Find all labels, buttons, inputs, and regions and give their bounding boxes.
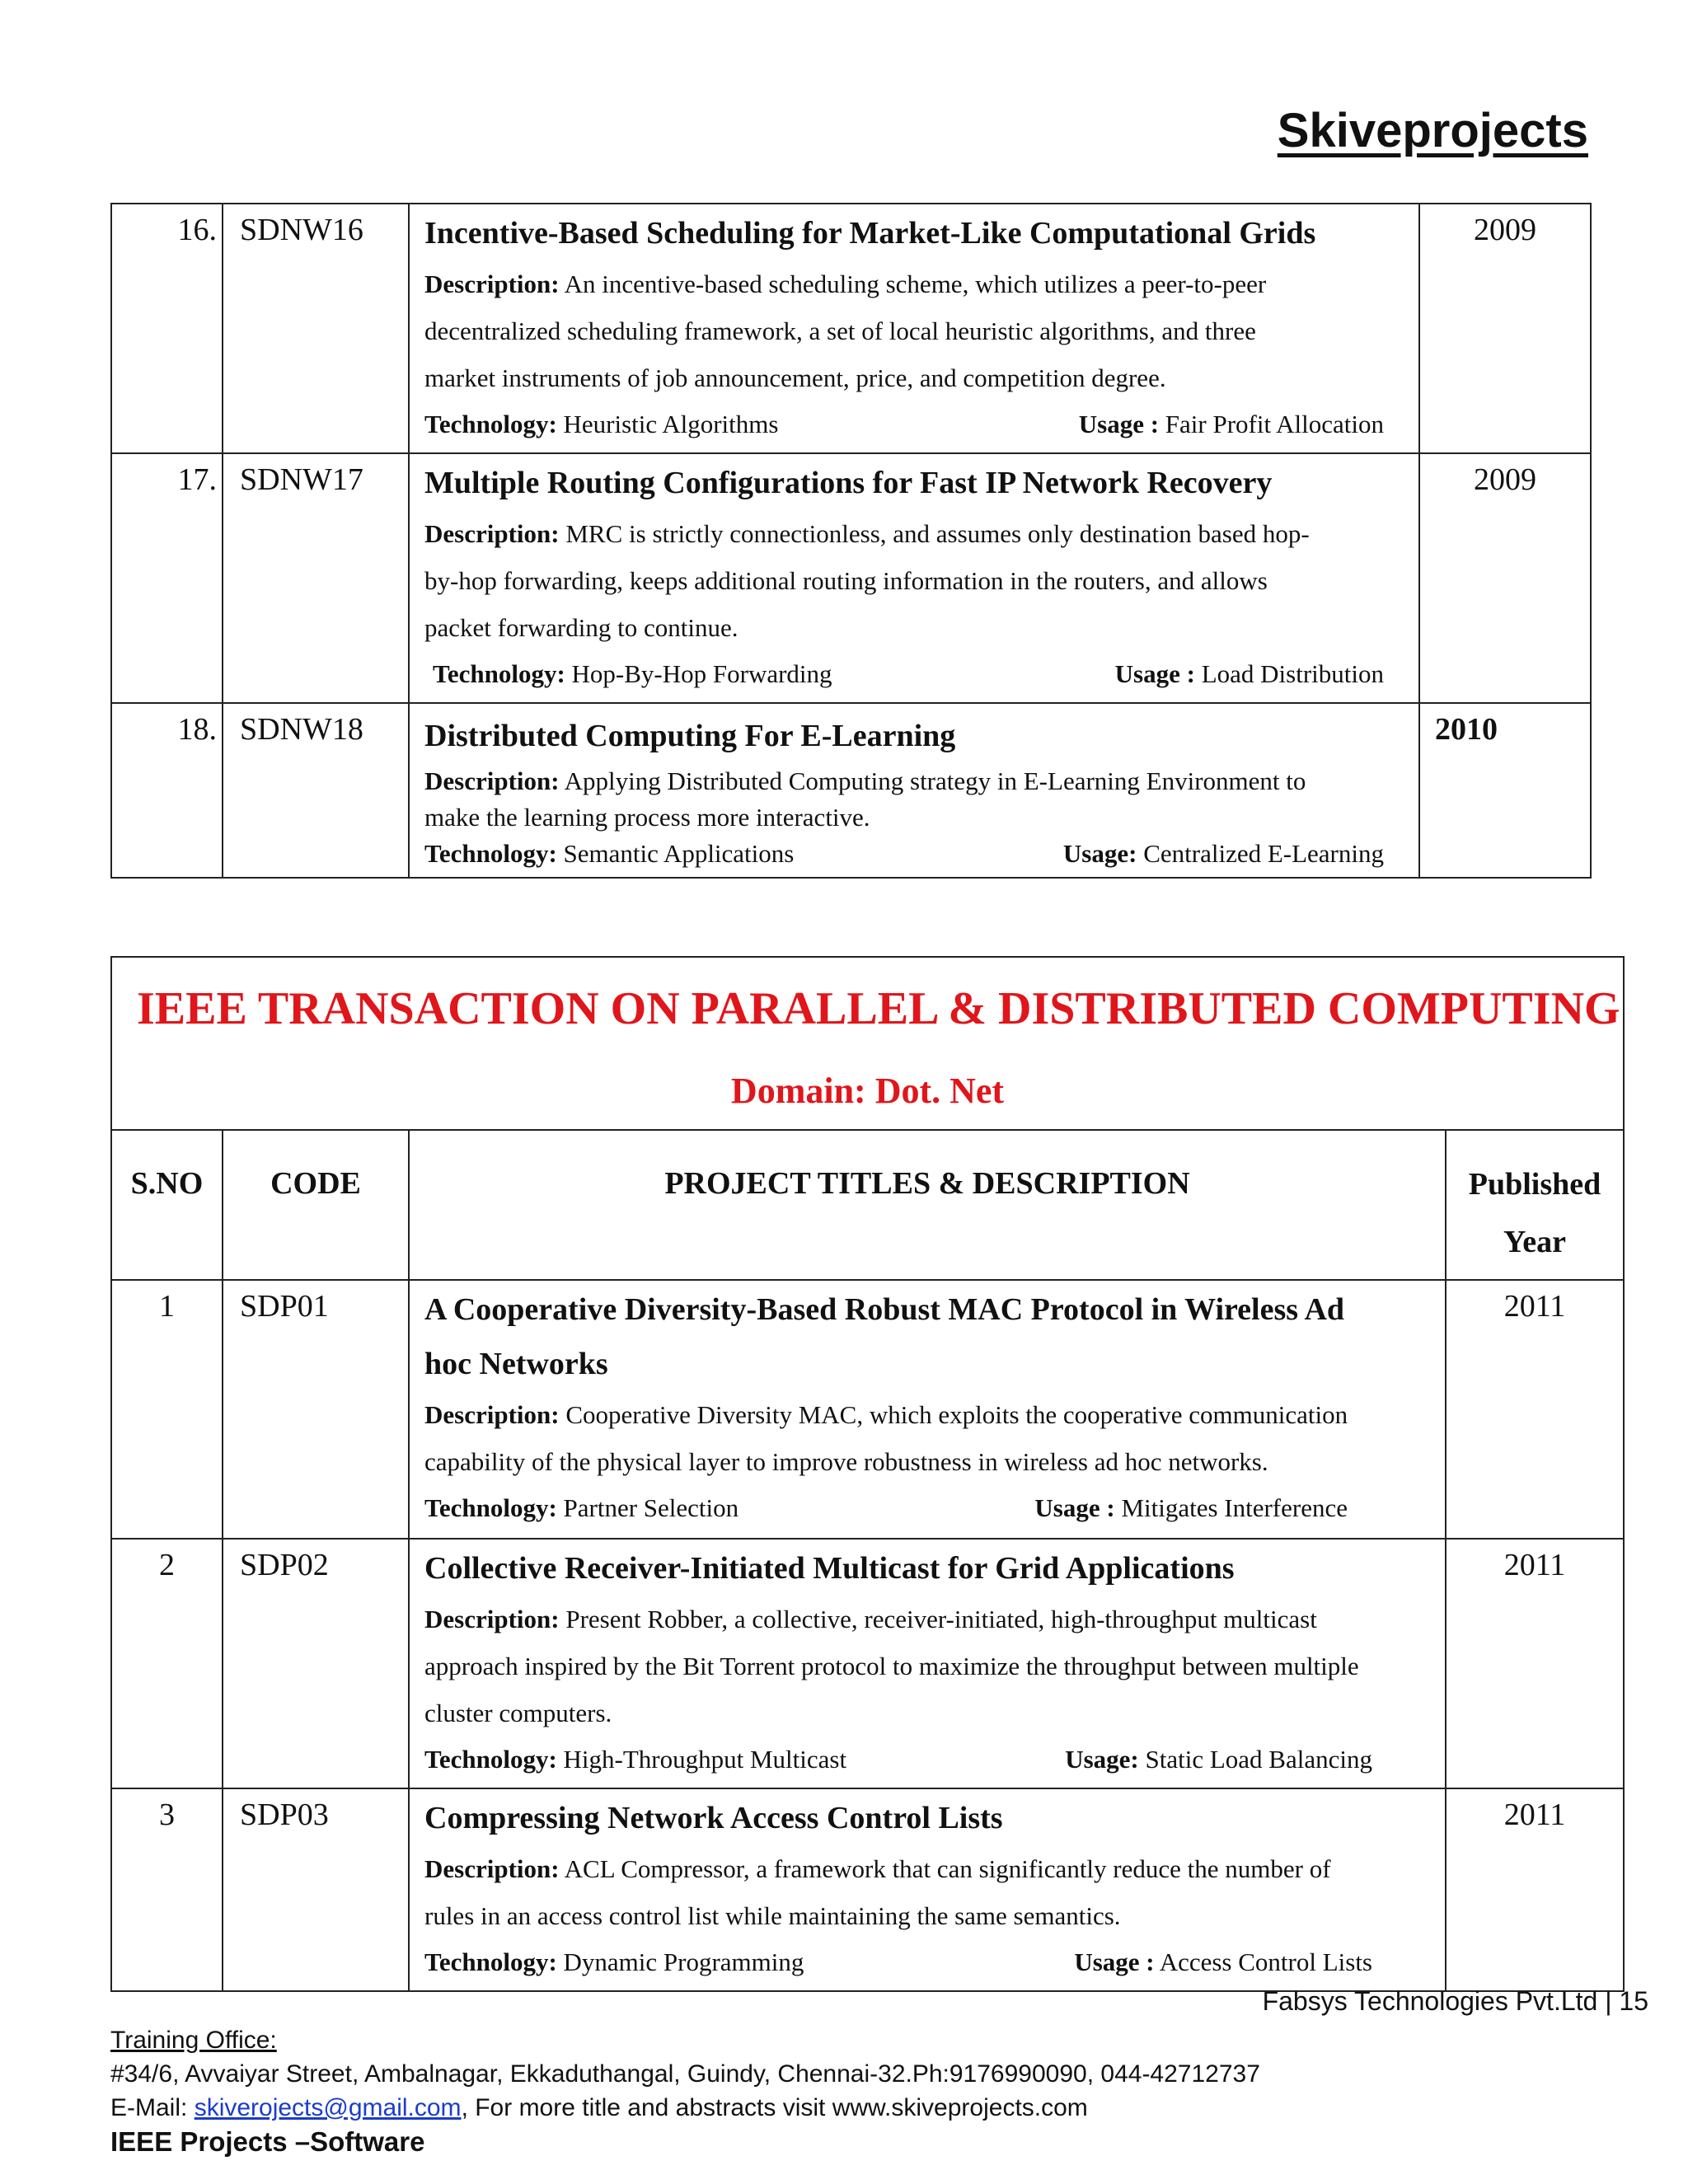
row-year: 2011 [1446, 1539, 1624, 1788]
tech-usage-row [424, 836, 1404, 872]
section-header-row [111, 957, 1624, 1130]
tech-value: Hop-By-Hop Forwarding [571, 659, 832, 688]
tech-usage-row [424, 1736, 1430, 1783]
tech-label: Technology: [424, 839, 557, 868]
col-header-year-line2: Year [1503, 1225, 1566, 1259]
desc-text: Applying Distributed Computing strategy in E-Learning Environment to [564, 766, 1306, 795]
email-line [110, 2091, 1260, 2125]
desc-label: Description: [424, 1605, 560, 1633]
section-footer: IEEE Projects –Software [110, 2126, 425, 2157]
usage-value: Mitigates Interference [1121, 1493, 1348, 1522]
usage-value: Load Distribution [1201, 659, 1384, 688]
tech-value: Semantic Applications [563, 839, 795, 868]
usage-value: Centralized E-Learning [1143, 839, 1384, 868]
row-sno: 2 [111, 1539, 223, 1788]
row-description-cell [409, 453, 1419, 703]
col-header-year [1446, 1130, 1624, 1280]
section-header [111, 957, 1624, 1130]
row-code: SDNW17 [223, 453, 409, 703]
parallel-distributed-table [110, 956, 1625, 1992]
table-row [111, 1539, 1624, 1788]
usage-label: Usage : [1114, 659, 1195, 688]
usage-value: Access Control Lists [1159, 1947, 1372, 1976]
tech-usage-row [424, 1485, 1430, 1531]
desc-text: rules in an access control list while maintaining the same semantics. [424, 1901, 1121, 1930]
row-description-cell [409, 1280, 1446, 1539]
row-description-cell [409, 1539, 1446, 1788]
desc-label: Description: [424, 1854, 560, 1883]
project-title-line: Compressing Network Access Control Lists [424, 1801, 1003, 1835]
domain-label: Domain: Dot. Net [730, 1071, 1005, 1111]
tech-value: Heuristic Algorithms [563, 410, 779, 438]
office-label: Training Office: [110, 2027, 277, 2054]
tech-label: Technology: [424, 1947, 557, 1976]
company-name: Fabsys Technologies Pvt.Ltd [1262, 1986, 1598, 2016]
desc-text: make the learning process more interactive. [424, 803, 870, 832]
row-description-cell [409, 204, 1419, 453]
email-link[interactable]: skiverojects@gmail.com [194, 2094, 462, 2121]
table-row [111, 1280, 1624, 1539]
col-header-sno: S.NO [111, 1130, 223, 1280]
desc-label: Description: [424, 269, 560, 298]
row-year: 2010 [1419, 703, 1591, 878]
tech-value: High-Throughput Multicast [563, 1745, 847, 1774]
brand-header: Skiveprojects [1277, 104, 1588, 157]
project-title: Distributed Computing For E-Learning [424, 719, 956, 753]
desc-text: An incentive-based scheduling scheme, which utilizes a peer-to-peer [564, 269, 1267, 298]
project-title-line: hoc Networks [424, 1347, 608, 1381]
row-year: 2011 [1446, 1788, 1624, 1991]
projects-table-continued [110, 203, 1592, 879]
table-row [111, 1788, 1624, 1991]
usage-label: Usage: [1062, 839, 1137, 868]
usage-label: Usage: [1065, 1745, 1139, 1774]
project-title: Multiple Routing Configurations for Fast IP Network Recovery [424, 466, 1273, 500]
usage-label: Usage : [1078, 410, 1160, 438]
desc-text: Present Robber, a collective, receiver-initiated, high-throughput multicast [565, 1605, 1317, 1633]
tech-usage-row [424, 1939, 1430, 1985]
usage-label: Usage : [1034, 1493, 1115, 1522]
row-code: SDP01 [223, 1280, 409, 1539]
desc-label: Description: [424, 1400, 560, 1429]
desc-text: cluster computers. [424, 1699, 612, 1727]
email-suffix: , For more title and abstracts visit www.skiveprojects.com [461, 2094, 1088, 2121]
desc-text: packet forwarding to continue. [424, 613, 738, 642]
office-address: #34/6, Avvaiyar Street, Ambalnagar, Ekkaduthangal, Guindy, Chennai-32.Ph:9176990090, 044-42712737 [110, 2060, 1260, 2088]
row-sno: 17. [111, 453, 223, 703]
row-code: SDNW16 [223, 204, 409, 453]
project-title-line: A Cooperative Diversity-Based Robust MAC Protocol in Wireless Ad [424, 1292, 1345, 1327]
page-number: 15 [1619, 1986, 1648, 2016]
usage-label: Usage : [1074, 1947, 1155, 1976]
row-year: 2009 [1419, 204, 1591, 453]
col-header-code: CODE [223, 1130, 409, 1280]
page-separator: | [1605, 1986, 1612, 2016]
usage-value: Fair Profit Allocation [1165, 410, 1384, 438]
project-title-line: Collective Receiver-Initiated Multicast for Grid Applications [424, 1551, 1235, 1586]
row-sno: 3 [111, 1788, 223, 1991]
email-prefix: E-Mail: [110, 2094, 195, 2121]
section-title: IEEE TRANSACTION ON PARALLEL & DISTRIBUTED COMPUTING [137, 983, 1620, 1034]
tech-label: Technology: [433, 659, 565, 688]
row-code: SDP03 [223, 1788, 409, 1991]
project-title: Incentive-Based Scheduling for Market-Like Computational Grids [424, 216, 1316, 251]
row-code: SDP02 [223, 1539, 409, 1788]
footer [110, 2023, 1260, 2158]
tech-usage-row [424, 651, 1404, 697]
desc-text: capability of the physical layer to improve robustness in wireless ad hoc networks. [424, 1447, 1268, 1476]
tech-label: Technology: [424, 1493, 557, 1522]
row-year: 2011 [1446, 1280, 1624, 1539]
desc-label: Description: [424, 519, 560, 548]
tech-label: Technology: [424, 1745, 557, 1774]
desc-text: ACL Compressor, a framework that can significantly reduce the number of [564, 1854, 1331, 1883]
usage-value: Static Load Balancing [1145, 1745, 1372, 1774]
row-sno: 1 [111, 1280, 223, 1539]
column-header-row [111, 1130, 1624, 1280]
desc-text: MRC is strictly connectionless, and assumes only destination based hop- [565, 519, 1310, 548]
desc-text: Cooperative Diversity MAC, which exploits the cooperative communication [565, 1400, 1348, 1429]
footer-company-page [1263, 1986, 1648, 2017]
tech-value: Partner Selection [563, 1493, 739, 1522]
tech-value: Dynamic Programming [563, 1947, 804, 1976]
desc-text: by-hop forwarding, keeps additional routing information in the routers, and allows [424, 566, 1268, 595]
col-header-year-line1: Published [1468, 1167, 1601, 1202]
row-sno: 18. [111, 703, 223, 878]
table-row [111, 453, 1591, 703]
tech-label: Technology: [424, 410, 557, 438]
row-year: 2009 [1419, 453, 1591, 703]
table-row [111, 204, 1591, 453]
desc-text: decentralized scheduling framework, a set of local heuristic algorithms, and three [424, 316, 1256, 345]
table-row [111, 703, 1591, 878]
row-code: SDNW18 [223, 703, 409, 878]
tech-usage-row [424, 401, 1404, 448]
row-description-cell [409, 1788, 1446, 1991]
desc-label: Description: [424, 766, 560, 795]
desc-text: approach inspired by the Bit Torrent protocol to maximize the throughput between multiple [424, 1652, 1359, 1680]
col-header-title: PROJECT TITLES & DESCRIPTION [409, 1130, 1446, 1280]
desc-text: market instruments of job announcement, price, and competition degree. [424, 363, 1166, 392]
row-sno: 16. [111, 204, 223, 453]
row-description-cell [409, 703, 1419, 878]
